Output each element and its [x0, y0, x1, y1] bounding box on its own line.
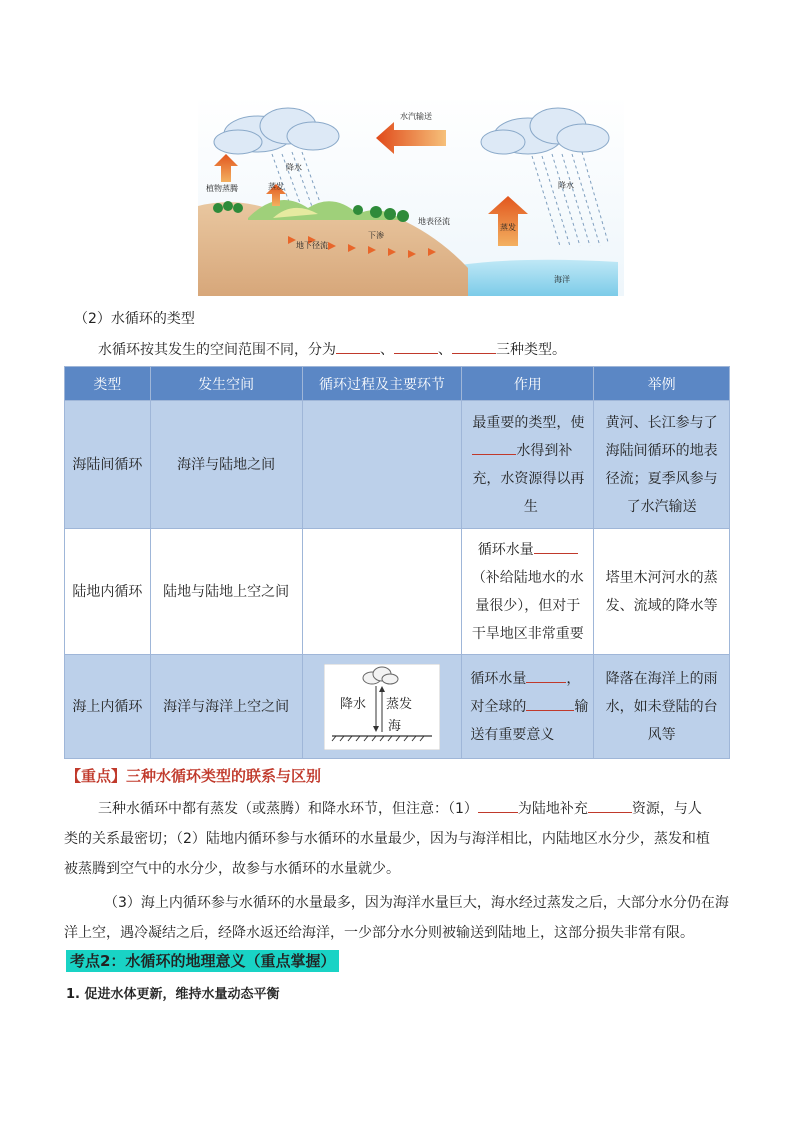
blank-type-1[interactable] — [336, 339, 380, 354]
role-line: （补给陆地水的水 — [471, 569, 584, 586]
cell-role — [462, 529, 594, 655]
section-heading: （2）水循环的类型 — [74, 311, 195, 327]
label-plant-transpiration: 植物蒸腾 — [206, 184, 238, 193]
label-evaporation-right: 蒸发 — [500, 223, 516, 232]
keypoint-title: 【重点】三种水循环类型的联系与区别 — [66, 767, 322, 785]
example-line: 径流；夏季风参与 — [605, 470, 718, 487]
keypoint-line: 洋上空，遇冷凝结之后，经降水返还给海洋，一少部分水分则被输送到陆地上，这部分损失非常有限。 — [64, 925, 694, 941]
cell-space: 海洋与海洋上空之间 — [150, 655, 302, 759]
cell-example — [594, 401, 730, 529]
intro-after: 三种类型。 — [496, 342, 566, 358]
role-line — [470, 693, 589, 721]
role-text: 循环水量 — [477, 541, 534, 558]
label-surface-runoff: 地表径流 — [418, 217, 450, 226]
blank-type-3[interactable] — [452, 339, 496, 354]
mini-label-evap: 蒸发 — [385, 696, 412, 712]
keypoint-line: （3）海上内循环参与水循环的水量最多，因为海洋水量巨大，海水经过蒸发之后，大部分水分仍在海 — [104, 895, 729, 911]
role-line: 量很少），但对于 — [475, 597, 581, 614]
cell-example — [594, 655, 730, 759]
example-line: 水，如未登陆的台 — [605, 698, 718, 715]
keypoint-text: 三种水循环中都有蒸发（或蒸腾）和降水环节，但注意：（1） — [98, 801, 478, 817]
cell-type: 陆地内循环 — [65, 529, 151, 655]
header-process: 循环过程及主要环节 — [302, 367, 462, 401]
water-cycle-diagram — [198, 96, 624, 296]
label-precip-left: 降水 — [286, 163, 302, 172]
header-space: 发生空间 — [150, 367, 302, 401]
cell-process — [302, 655, 462, 759]
cell-space: 海洋与陆地之间 — [150, 401, 302, 529]
example-line: 降落在海洋上的雨 — [605, 670, 718, 687]
table-row — [65, 401, 730, 529]
keypoint-paragraph-1 — [64, 794, 730, 884]
blank-role[interactable] — [534, 539, 578, 554]
header-role: 作用 — [462, 367, 594, 401]
example-line: 了水汽输送 — [626, 498, 697, 515]
role-line: 最重要的类型，使 — [472, 414, 585, 431]
table-row — [65, 655, 730, 759]
cell-space: 陆地与陆地上空之间 — [150, 529, 302, 655]
table-header-row — [65, 367, 730, 401]
header-example: 举例 — [594, 367, 730, 401]
keypoint-text: 为陆地补充 — [517, 801, 588, 817]
keypoint-line — [64, 794, 730, 824]
cycle-types-table — [64, 366, 730, 759]
role-line — [466, 536, 589, 564]
example-line: 海陆间循环的地表 — [605, 442, 718, 459]
role-text: 对全球的 — [470, 698, 527, 715]
cell-role — [462, 401, 594, 529]
role-text: 输 — [574, 698, 589, 715]
role-line: 生 — [523, 498, 538, 515]
intro-before: 水循环按其发生的空间范围不同，分为 — [98, 342, 336, 358]
role-line — [470, 665, 589, 693]
role-line — [472, 437, 589, 465]
keypoint-line: 被蒸腾到空气中的水分少，故参与水循环的水量就少。 — [64, 861, 400, 877]
role-text: 水得到补 — [516, 442, 573, 459]
blank-keypoint-2[interactable] — [588, 798, 632, 813]
kaodian-title: 考点2：水循环的地理意义（重点掌握） — [66, 950, 339, 972]
example-line: 风等 — [647, 726, 676, 743]
cell-process[interactable] — [302, 529, 462, 655]
role-text: ， — [566, 670, 581, 687]
kaodian-item-1: 1. 促进水体更新，维持水量动态平衡 — [66, 987, 280, 1002]
blank-role[interactable] — [472, 440, 516, 455]
label-vapor-transport: 水汽输送 — [400, 112, 432, 121]
intro-sentence — [98, 339, 566, 360]
cell-type: 海上内循环 — [65, 655, 151, 759]
blank-role[interactable] — [526, 668, 566, 683]
cell-example — [594, 529, 730, 655]
keypoint-text: 资源，与人 — [631, 801, 702, 817]
blank-type-2[interactable] — [394, 339, 438, 354]
cell-type: 海陆间循环 — [65, 401, 151, 529]
role-line: 充，水资源得以再 — [472, 470, 585, 487]
label-ocean: 海洋 — [554, 275, 570, 284]
keypoint-line: 类的关系最密切；（2）陆地内循环参与水循环的水量最少，因为与海洋相比，内陆地区水分少，蒸发和植 — [64, 831, 710, 847]
role-text: 循环水量 — [470, 670, 527, 687]
blank-keypoint-1[interactable] — [478, 798, 518, 813]
example-line: 发、流域的降水等 — [605, 597, 718, 614]
ocean-cycle-mini-diagram — [324, 664, 440, 750]
blank-role[interactable] — [526, 696, 574, 711]
role-line: 干旱地区非常重要 — [471, 625, 584, 642]
mini-label-sea: 海 — [387, 718, 401, 734]
intro-sep-1: 、 — [380, 342, 394, 358]
keypoint-paragraph-2 — [64, 888, 730, 948]
example-line: 黄河、长江参与了 — [605, 414, 718, 431]
intro-sep-2: 、 — [438, 342, 452, 358]
cell-process[interactable] — [302, 401, 462, 529]
label-infiltration: 下渗 — [368, 231, 384, 240]
header-type: 类型 — [65, 367, 151, 401]
example-line: 塔里木河河水的蒸 — [605, 569, 718, 586]
cell-role — [462, 655, 594, 759]
label-precip-right: 降水 — [558, 181, 574, 190]
role-line: 送有重要意义 — [470, 726, 555, 743]
label-evaporation-left: 蒸发 — [268, 182, 284, 191]
label-underground-runoff: 地下径流 — [296, 241, 328, 250]
table-row — [65, 529, 730, 655]
mini-label-precip: 降水 — [339, 696, 366, 712]
